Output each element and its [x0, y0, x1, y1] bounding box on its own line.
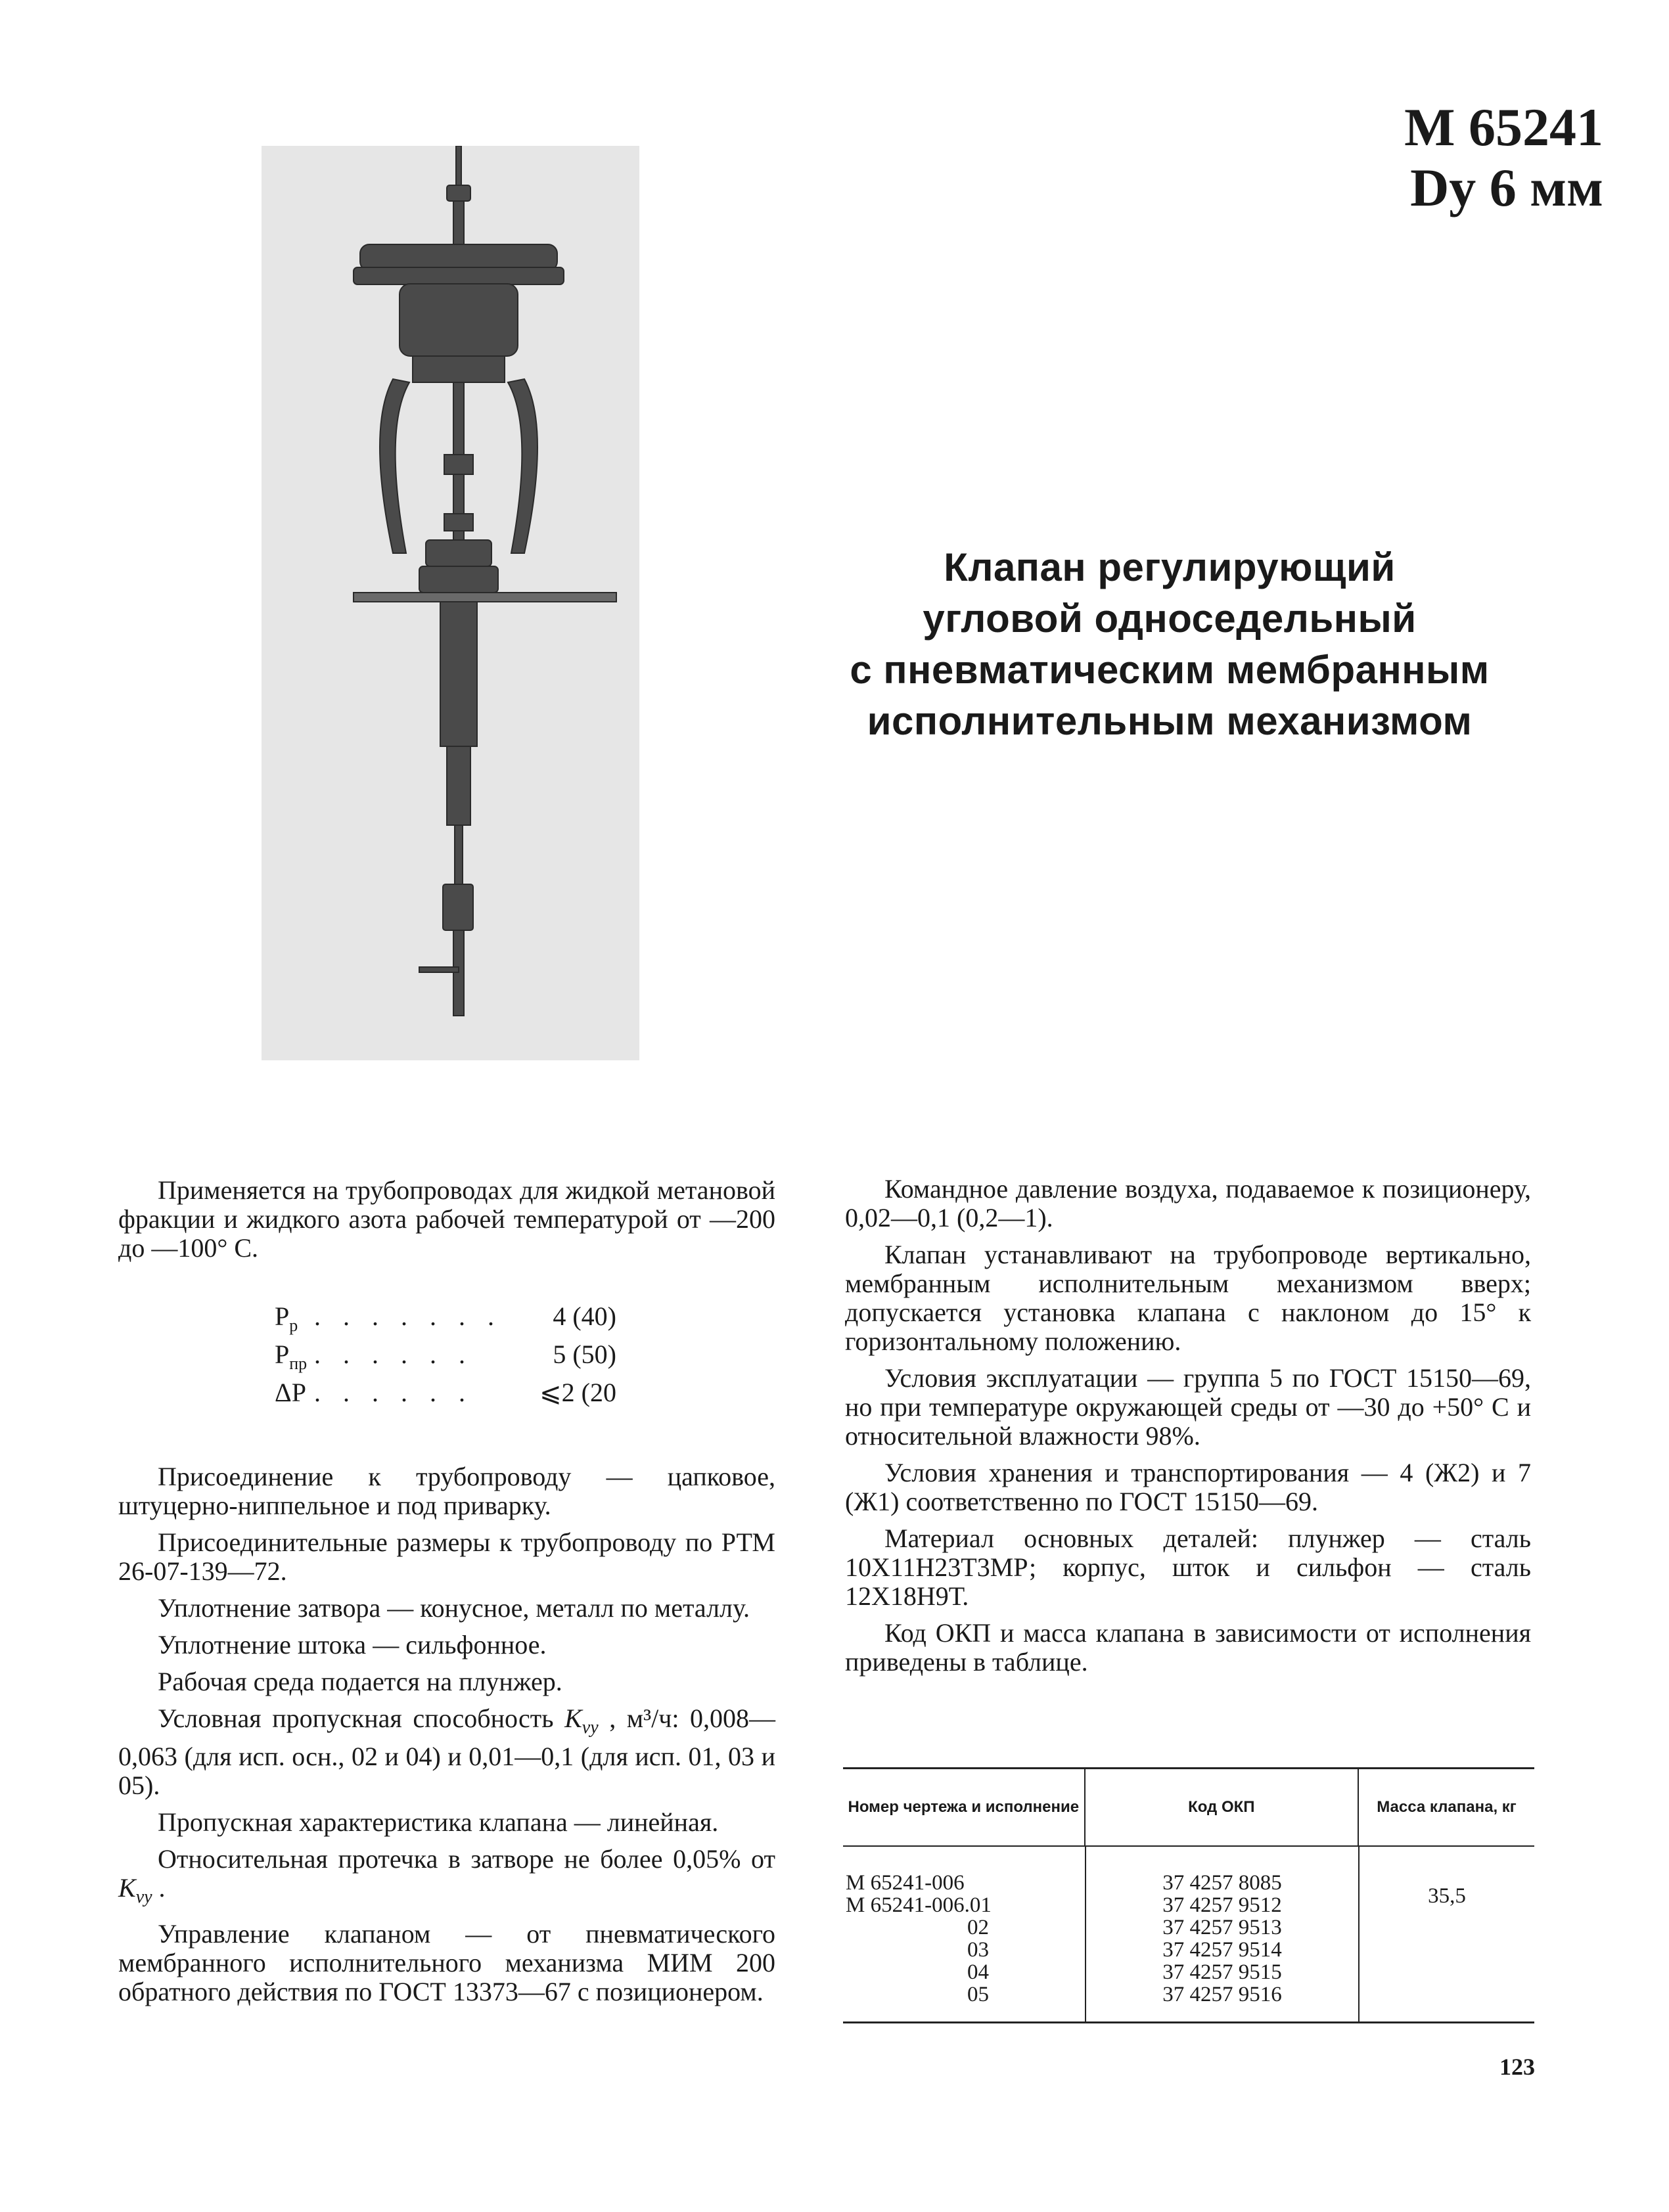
- param-symbol: $P_{пр}$: [275, 1340, 308, 1373]
- intro-paragraph: Применяется на трубопроводах для жидкой метановой фракции и жидкого азота рабочей температурой от —200 до —100° С.: [118, 1175, 775, 1263]
- param-symbol: $P_р$: [275, 1301, 298, 1335]
- mass-column: [1358, 1847, 1534, 2021]
- capacity-paragraph: Условная пропускная способность $K_{vy}$ , м³/ч: 0,008—0,063 (для исп. осн., 02 и 04) и 0,01—0,1 (для исп. 01, 03 и 05).: [118, 1704, 775, 1800]
- table-cell: 37 4257 9514: [1162, 1938, 1282, 1962]
- medium-paragraph: Рабочая среда подается на плунжер.: [158, 1667, 562, 1696]
- valve-photo: [262, 146, 639, 1060]
- left-column: [118, 1176, 775, 2014]
- table-cell: 37 4257 9512: [1162, 1893, 1282, 1917]
- dimensions-paragraph: Присоединительные размеры к трубопроводу по РТМ 26-07-139—72.: [118, 1527, 775, 1586]
- characteristic-paragraph: Пропускная характеристика клапана — линейная.: [158, 1807, 719, 1837]
- mass-value: 35,5: [1428, 1884, 1466, 1908]
- right-column: [845, 1175, 1531, 1684]
- pressure-params: [275, 1302, 616, 1416]
- header-okp: Код ОКП: [1084, 1769, 1358, 1845]
- header-drawing: Номер чертежа и исполнение: [848, 1798, 1080, 1816]
- table-reference-paragraph: Код ОКП и масса клапана в зависимости от исполнения приведены в таблице.: [845, 1618, 1531, 1677]
- param-row: [275, 1302, 616, 1340]
- param-leader: . . . . . . .: [314, 1302, 502, 1331]
- table-cell: 37 4257 8085: [1162, 1871, 1282, 1895]
- kv-symbol: $K_{vy}$: [564, 1704, 599, 1738]
- model-header: [1327, 97, 1603, 218]
- drawing-column: [843, 1847, 1085, 2021]
- param-value: 5 (50): [553, 1340, 616, 1369]
- param-row: [275, 1340, 616, 1378]
- param-leader: . . . . . .: [314, 1378, 473, 1407]
- table-cell: 05: [967, 1983, 989, 2006]
- storage-paragraph: Условия хранения и транспортирования — 4 (Ж2) и 7 (Ж1) соответственно по ГОСТ 15150—69.: [845, 1458, 1531, 1516]
- param-value: ⩽2 (20: [539, 1378, 616, 1407]
- param-row: [275, 1378, 616, 1416]
- table-cell: М 65241-006: [846, 1871, 965, 1895]
- seal-paragraph: Уплотнение затвора — конусное, металл по металлу.: [158, 1593, 750, 1623]
- materials-paragraph: Материал основных деталей: плунжер — сталь 10Х11Н23Т3МР; корпус, шток и сильфон — сталь 12Х18Н9Т.: [845, 1524, 1531, 1611]
- nominal-diameter: Dy 6 мм: [1410, 158, 1603, 217]
- param-value: 4 (40): [553, 1301, 616, 1331]
- leakage-paragraph: Относительная протечка в затворе не более 0,05% от $K_{vy}$ .: [118, 1844, 775, 1907]
- title-line-2: угловой односедельный: [923, 597, 1417, 641]
- table-header: [843, 1769, 1534, 1847]
- page-number: 123: [1499, 2054, 1535, 2080]
- control-paragraph: Управление клапаном — от пневматического мембранного исполнительного механизма МИМ 200 обратного действия по ГОСТ 13373—67 с позиционером.: [118, 1919, 775, 2006]
- connection-paragraph: Присоединение к трубопроводу — цапковое, штуцерно-ниппельное и под приварку.: [118, 1462, 775, 1520]
- valve-illustration: [262, 146, 639, 1060]
- specification-table: [843, 1767, 1534, 2023]
- air-pressure-paragraph: Командное давление воздуха, подаваемое к позиционеру, 0,02—0,1 (0,2—1).: [845, 1174, 1531, 1232]
- title-line-1: Клапан регулирующий: [944, 545, 1396, 589]
- table-cell: М 65241-006.01: [846, 1893, 992, 1917]
- okp-column: [1085, 1847, 1358, 2021]
- installation-paragraph: Клапан устанавливают на трубопроводе вертикально, мембранным исполнительным механизмом вверх; допускается установка клапана с наклоном до 15° к горизонтальному положению.: [845, 1240, 1531, 1356]
- table-cell: 04: [967, 1960, 989, 1984]
- table-cell: 37 4257 9516: [1162, 1983, 1282, 2006]
- kv-symbol: $K_{vy}$: [118, 1873, 152, 1907]
- operating-conditions-paragraph: Условия эксплуатации — группа 5 по ГОСТ 15150—69, но при температуре окружающей среды от —30 до +50° С и относительной влажности 98%.: [845, 1363, 1531, 1451]
- model-number: М 65241: [1404, 97, 1603, 157]
- table-body: [843, 1847, 1534, 2021]
- table-cell: 02: [967, 1916, 989, 1939]
- param-symbol: ΔP: [275, 1378, 306, 1407]
- title-line-3: с пневматическим мембранным: [850, 648, 1490, 692]
- table-cell: 37 4257 9515: [1162, 1960, 1282, 1984]
- table-cell: 37 4257 9513: [1162, 1916, 1282, 1939]
- stem-seal-paragraph: Уплотнение штока — сильфонное.: [158, 1630, 547, 1659]
- table-cell: 03: [967, 1938, 989, 1962]
- param-leader: . . . . . .: [314, 1340, 473, 1369]
- header-mass: Масса клапана, кг: [1358, 1769, 1534, 1845]
- title-line-4: исполнительным механизмом: [867, 699, 1473, 743]
- document-title: [775, 542, 1564, 747]
